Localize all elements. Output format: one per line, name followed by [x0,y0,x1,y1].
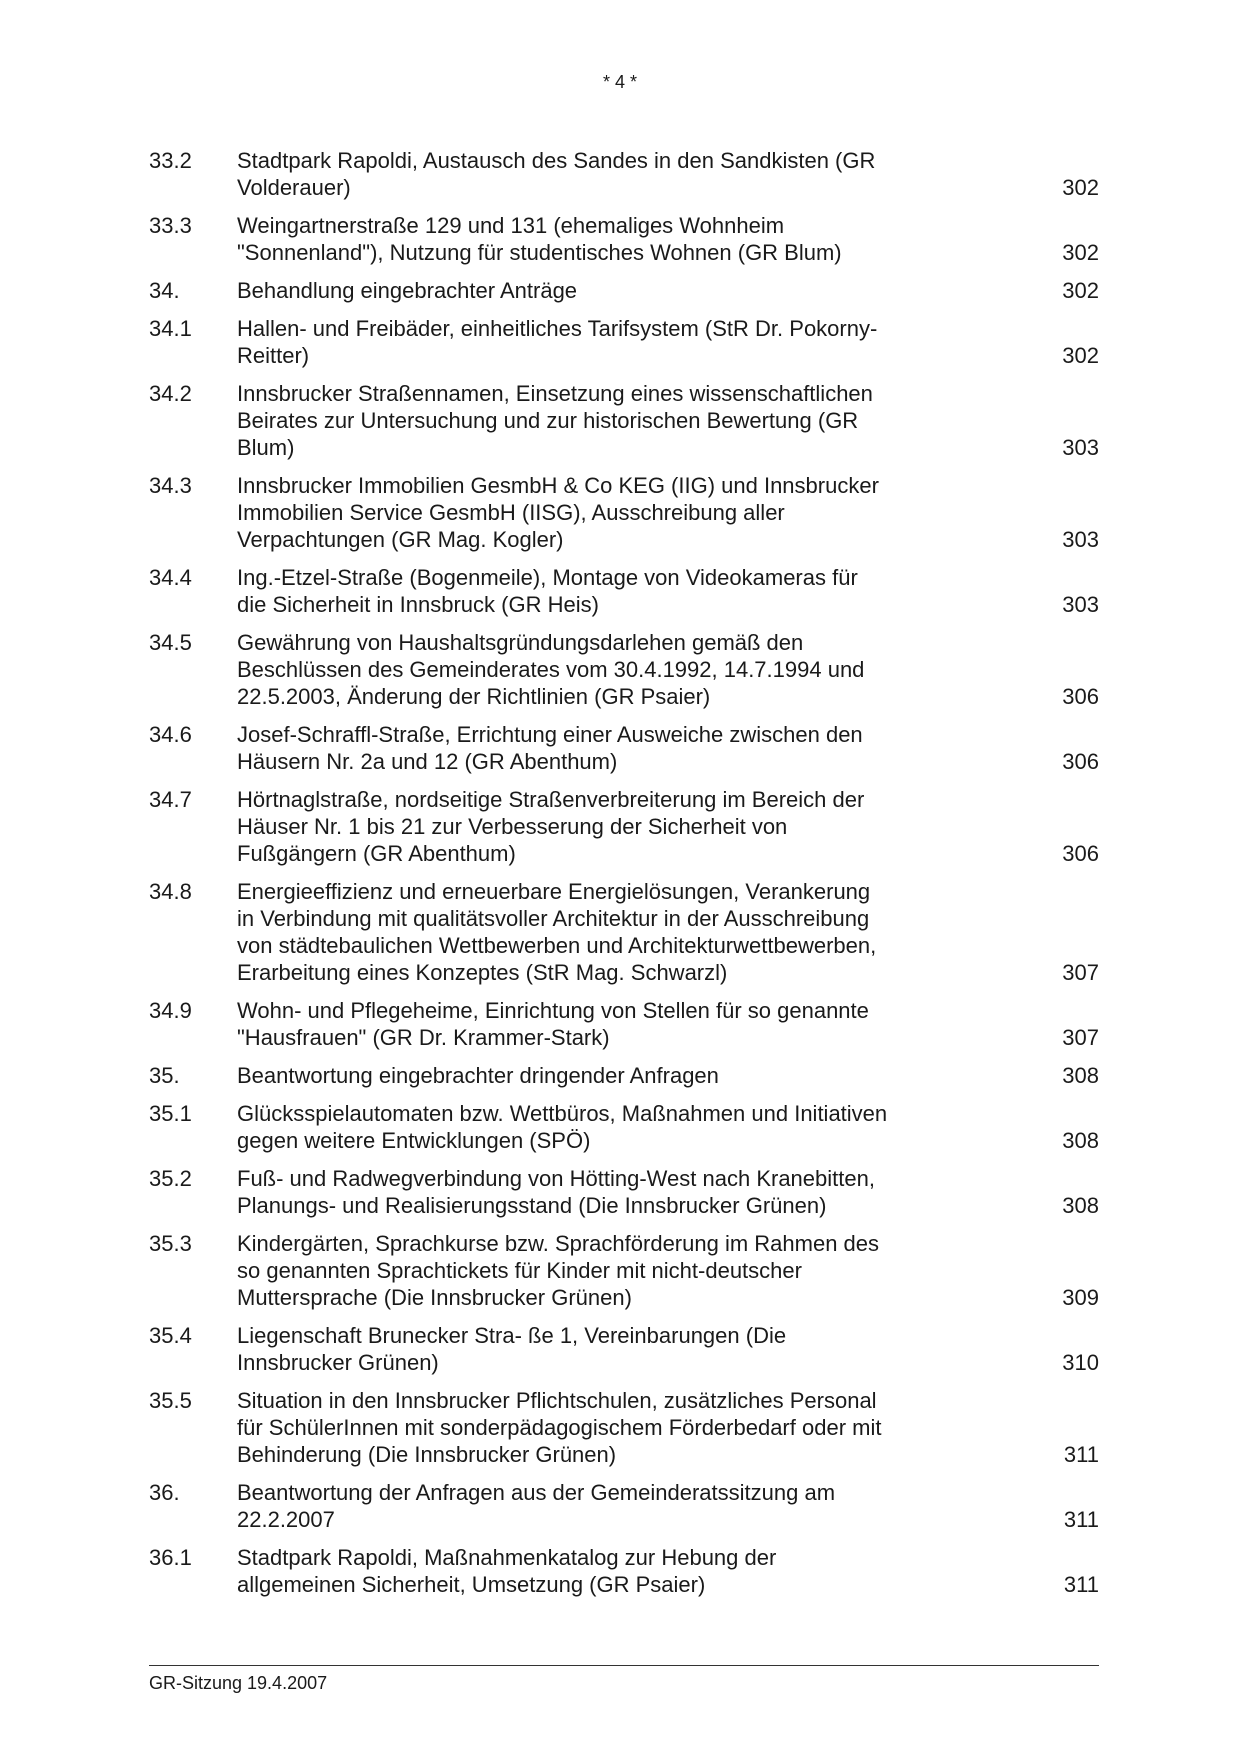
toc-entry [149,147,1099,201]
toc-entry-title: Wohn- und Pflegeheime, Einrichtung von Stellen für so genannte "Hausfrauen" (GR Dr. Krammer-Stark) [237,998,869,1050]
toc-entry-page: 303 [1062,435,1099,460]
toc-entry-number: 34.1 [149,316,192,341]
toc-entry-page: 308 [1062,1063,1099,1088]
toc-entry-title: Beantwortung eingebrachter dringender Anfragen [237,1063,719,1088]
toc-entry-number: 33.3 [149,213,192,238]
toc-entry-number: 33.2 [149,148,192,173]
toc-entry [149,380,1099,461]
toc-entry-title: Situation in den Innsbrucker Pflichtschulen, zusätzliches Personal für SchülerInnen mit sonderpädagogischem Förderbedarf oder mit Behinderung (Die Innsbrucker Grünen) [237,1388,882,1467]
toc-entry [149,1230,1099,1311]
toc-entry-number: 36.1 [149,1545,192,1570]
toc-entry-title: Weingartnerstraße 129 und 131 (ehemaliges Wohnheim "Sonnenland"), Nutzung für studentisches Wohnen (GR Blum) [237,213,842,265]
toc-entry-number: 34.7 [149,787,192,812]
toc-entry-page: 302 [1062,240,1099,265]
toc-entry-title: Hallen- und Freibäder, einheitliches Tarifsystem (StR Dr. Pokorny- Reitter) [237,316,878,368]
toc-entry [149,878,1099,986]
toc-entry-number: 35.5 [149,1388,192,1413]
toc-entry-number: 34.8 [149,879,192,904]
toc-entry [149,315,1099,369]
toc-entry-number: 34. [149,278,180,303]
toc-entry-number: 34.9 [149,998,192,1023]
toc-entry [149,786,1099,867]
toc-entry-title: Fuß- und Radwegverbindung von Hötting-West nach Kranebitten, Planungs- und Realisierungsstand (Die Innsbrucker Grünen) [237,1166,875,1218]
toc-entry [149,1100,1099,1154]
toc-entry-title: Liegenschaft Brunecker Stra- ße 1, Vereinbarungen (Die Innsbrucker Grünen) [237,1323,787,1375]
toc-entry-number: 34.5 [149,630,192,655]
toc-entry [149,212,1099,266]
toc-entry [149,472,1099,553]
toc-entry-title: Hörtnaglstraße, nordseitige Straßenverbreiterung im Bereich der Häuser Nr. 1 bis 21 zur Verbesserung der Sicherheit von Fußgängern (GR Abenthum) [237,787,865,866]
toc-entry-page: 311 [1063,1507,1099,1532]
toc-entry-page: 302 [1062,278,1099,303]
toc-entry-page: 310 [1062,1350,1099,1375]
page-number: * 4 * [602,72,638,92]
toc-entry-page: 302 [1062,343,1099,368]
toc-entry-title: Beantwortung der Anfragen aus der Gemeinderatssitzung am 22.2.2007 [237,1480,836,1532]
toc-entry-page: 307 [1062,960,1099,985]
toc-entry-page: 308 [1062,1193,1099,1218]
toc-entry [149,1479,1099,1533]
toc-entry-title: Gewährung von Haushaltsgründungsdarlehen gemäß den Beschlüssen des Gemeinderates vom 30.4.1992, 14.7.1994 und 22.5.2003, Änderung der Richtlinien (GR Psaier) [237,630,865,709]
toc-entry [149,721,1099,775]
table-of-contents [149,147,1099,1609]
footer-divider [149,1665,1099,1666]
toc-entry-title: Stadtpark Rapoldi, Austausch des Sandes in den Sandkisten (GR Volderauer) [237,148,876,200]
toc-entry [149,1062,1099,1089]
toc-entry-number: 35.1 [149,1101,192,1126]
toc-entry-number: 34.3 [149,473,192,498]
toc-entry-page: 311 [1063,1572,1099,1597]
toc-entry-title: Ing.-Etzel-Straße (Bogenmeile), Montage von Videokameras für die Sicherheit in Innsbruck (GR Heis) [237,565,858,617]
toc-entry-title: Innsbrucker Straßennamen, Einsetzung eines wissenschaftlichen Beirates zur Untersuchung und zur historischen Bewertung (GR Blum) [237,381,873,460]
toc-entry [149,1165,1099,1219]
toc-entry-page: 306 [1062,684,1099,709]
toc-entry [149,1544,1099,1598]
toc-entry-page: 303 [1062,592,1099,617]
toc-entry-title: Glücksspielautomaten bzw. Wettbüros, Maßnahmen und Initiativen gegen weitere Entwicklungen (SPÖ) [237,1101,888,1153]
toc-entry [149,1322,1099,1376]
footer-text: GR-Sitzung 19.4.2007 [149,1673,328,1693]
toc-entry-number: 36. [149,1480,180,1505]
toc-entry-number: 34.4 [149,565,192,590]
toc-entry [149,277,1099,304]
toc-entry-page: 306 [1062,841,1099,866]
toc-entry-page: 303 [1062,527,1099,552]
toc-entry-page: 302 [1062,175,1099,200]
toc-entry-title: Stadtpark Rapoldi, Maßnahmenkatalog zur Hebung der allgemeinen Sicherheit, Umsetzung (GR Psaier) [237,1545,777,1597]
toc-entry-number: 34.6 [149,722,192,747]
toc-entry-title: Behandlung eingebrachter Anträge [237,278,578,303]
toc-entry-title: Josef-Schraffl-Straße, Errichtung einer Ausweiche zwischen den Häusern Nr. 2a und 12 (GR Abenthum) [237,722,863,774]
toc-entry [149,564,1099,618]
toc-entry-page: 306 [1062,749,1099,774]
toc-entry-page: 307 [1062,1025,1099,1050]
toc-entry-number: 35.2 [149,1166,192,1191]
toc-entry-number: 34.2 [149,381,192,406]
toc-entry-page: 309 [1062,1285,1099,1310]
toc-entry-number: 35. [149,1063,180,1088]
toc-entry-page: 311 [1063,1442,1099,1467]
toc-entry [149,997,1099,1051]
toc-entry-page: 308 [1062,1128,1099,1153]
toc-entry [149,629,1099,710]
toc-entry-number: 35.3 [149,1231,192,1256]
toc-entry-title: Innsbrucker Immobilien GesmbH & Co KEG (IIG) und Innsbrucker Immobilien Service GesmbH (IISG), Ausschreibung aller Verpachtungen (GR Mag. Kogler) [237,473,879,552]
toc-entry-title: Kindergärten, Sprachkurse bzw. Sprachförderung im Rahmen des so genannten Sprachtickets für Kinder mit nicht-deutscher Muttersprache (Die Innsbrucker Grünen) [237,1231,880,1310]
toc-entry-number: 35.4 [149,1323,192,1348]
toc-entry-title: Energieeffizienz und erneuerbare Energielösungen, Verankerung in Verbindung mit qualitätsvoller Architektur in der Ausschreibung von städtebaulichen Wettbewerben und Architekturwettbewerben, Erarbeitung eines Konzeptes (StR Mag. Schwarzl) [237,879,877,985]
toc-entry [149,1387,1099,1468]
